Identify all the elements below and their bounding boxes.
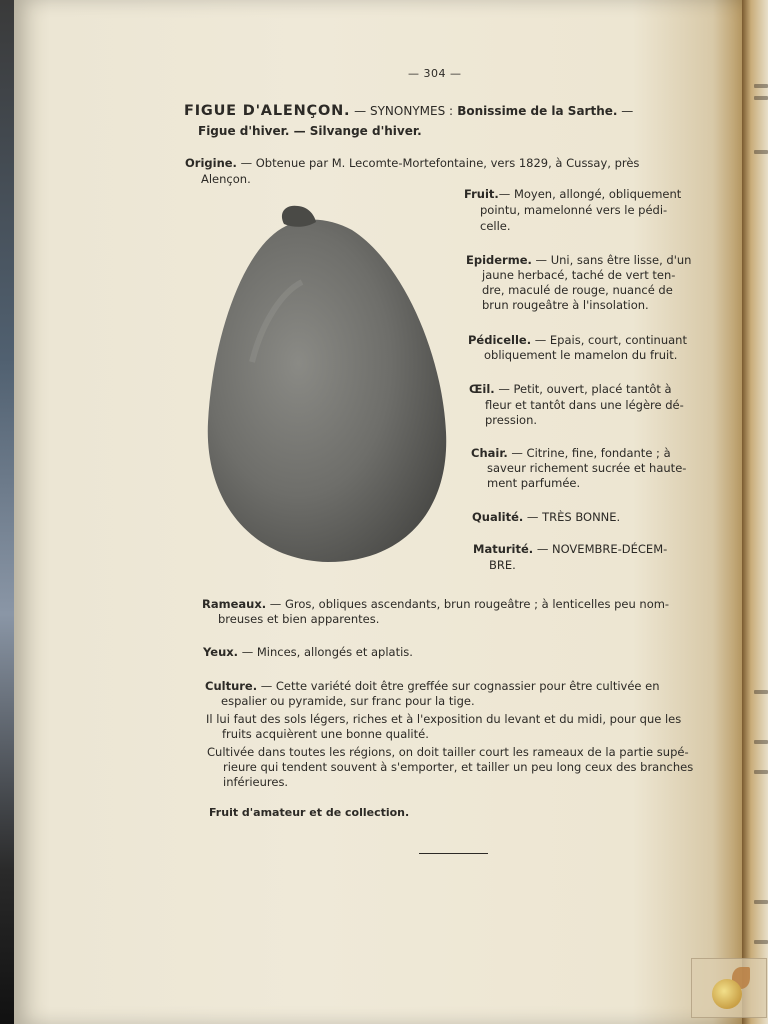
facing-page-text: [754, 740, 768, 744]
end-divider: [419, 853, 488, 854]
facing-page-text: [754, 770, 768, 774]
facing-page-text: [754, 96, 768, 100]
culture-p3-line2: rieure qui tendent souvent à s'emporter, et tailler un peu long ceux des branches: [223, 760, 694, 774]
chair-line2: saveur richement sucrée et haute-: [487, 461, 687, 475]
yeux-line: Yeux. — Minces, allongés et aplatis.: [203, 645, 413, 659]
epiderme-line4: brun rougeâtre à l'insolation.: [482, 298, 649, 312]
synonym-1: Bonissime de la Sarthe.: [453, 104, 618, 118]
fruit-line3: celle.: [480, 219, 511, 233]
culture-line2: espalier ou pyramide, sur franc pour la tige.: [221, 694, 475, 708]
chair-line3: ment parfumée.: [487, 476, 581, 490]
pear-illustration: [202, 202, 452, 570]
fruit-icon: [712, 979, 742, 1009]
facing-page-text: [754, 940, 768, 944]
facing-page-text: [754, 900, 768, 904]
oeil-line1: Œil. — Petit, ouvert, placé tantôt à: [469, 382, 672, 396]
rameaux-line1: Rameaux. — Gros, obliques ascendants, brun rougeâtre ; à lenticelles peu nom-: [202, 597, 670, 611]
facing-page-text: [754, 690, 768, 694]
epiderme-line1: Epiderme. — Uni, sans être lisse, d'un: [466, 253, 692, 267]
fruit-line2: pointu, mamelonné vers le pédi-: [480, 203, 668, 217]
origine-line1: Origine. — Obtenue par M. Lecomte-Mortefontaine, vers 1829, à Cussay, près: [185, 156, 640, 170]
maturite-line2: BRE.: [489, 558, 516, 572]
oeil-line2: fleur et tantôt dans une légère dé-: [485, 398, 684, 412]
culture-p3-line1: Cultivée dans toutes les régions, on doit tailler court les rameaux de la partie supé-: [207, 745, 689, 759]
page-number: — 304 —: [408, 67, 462, 80]
fruit-line1: Fruit.— Moyen, allongé, obliquement: [464, 187, 682, 201]
page-title: FIGUE D'ALENÇON. — SYNONYMES : Bonissime de la Sarthe. —: [184, 103, 634, 119]
epiderme-line3: dre, maculé de rouge, nuancé de: [482, 283, 673, 297]
watermark-thumbnail: [691, 958, 767, 1018]
culture-p2-line2: fruits acquièrent une bonne qualité.: [222, 727, 429, 741]
rameaux-line2: breuses et bien apparentes.: [218, 612, 380, 626]
facing-page-text: [754, 84, 768, 88]
pedicelle-line1: Pédicelle. — Epais, court, continuant: [468, 333, 687, 347]
synonymes-label: SYNONYMES :: [369, 104, 454, 118]
culture-line1: Culture. — Cette variété doit être greffée sur cognassier pour être cultivée en: [205, 679, 660, 693]
closing-line: Fruit d'amateur et de collection.: [209, 806, 410, 819]
origine-line2: Alençon.: [201, 172, 251, 186]
qualite-line: Qualité. — TRÈS BONNE.: [472, 510, 621, 524]
facing-page-text: [754, 150, 768, 154]
oeil-line3: pression.: [485, 413, 538, 427]
pedicelle-line2: obliquement le mamelon du fruit.: [484, 348, 678, 362]
maturite-line1: Maturité. — NOVEMBRE-DÉCEM-: [473, 542, 668, 556]
synonyms-line2: Figue d'hiver. — Silvange d'hiver.: [198, 124, 422, 138]
culture-p2-line1: Il lui faut des sols légers, riches et à l'exposition du levant et du midi, pour que les: [206, 712, 682, 726]
epiderme-line2: jaune herbacé, taché de vert ten-: [482, 268, 676, 282]
culture-p3-line3: inférieures.: [223, 775, 289, 789]
variety-name: FIGUE D'ALENÇON.: [184, 103, 351, 119]
chair-line1: Chair. — Citrine, fine, fondante ; à: [471, 446, 671, 460]
